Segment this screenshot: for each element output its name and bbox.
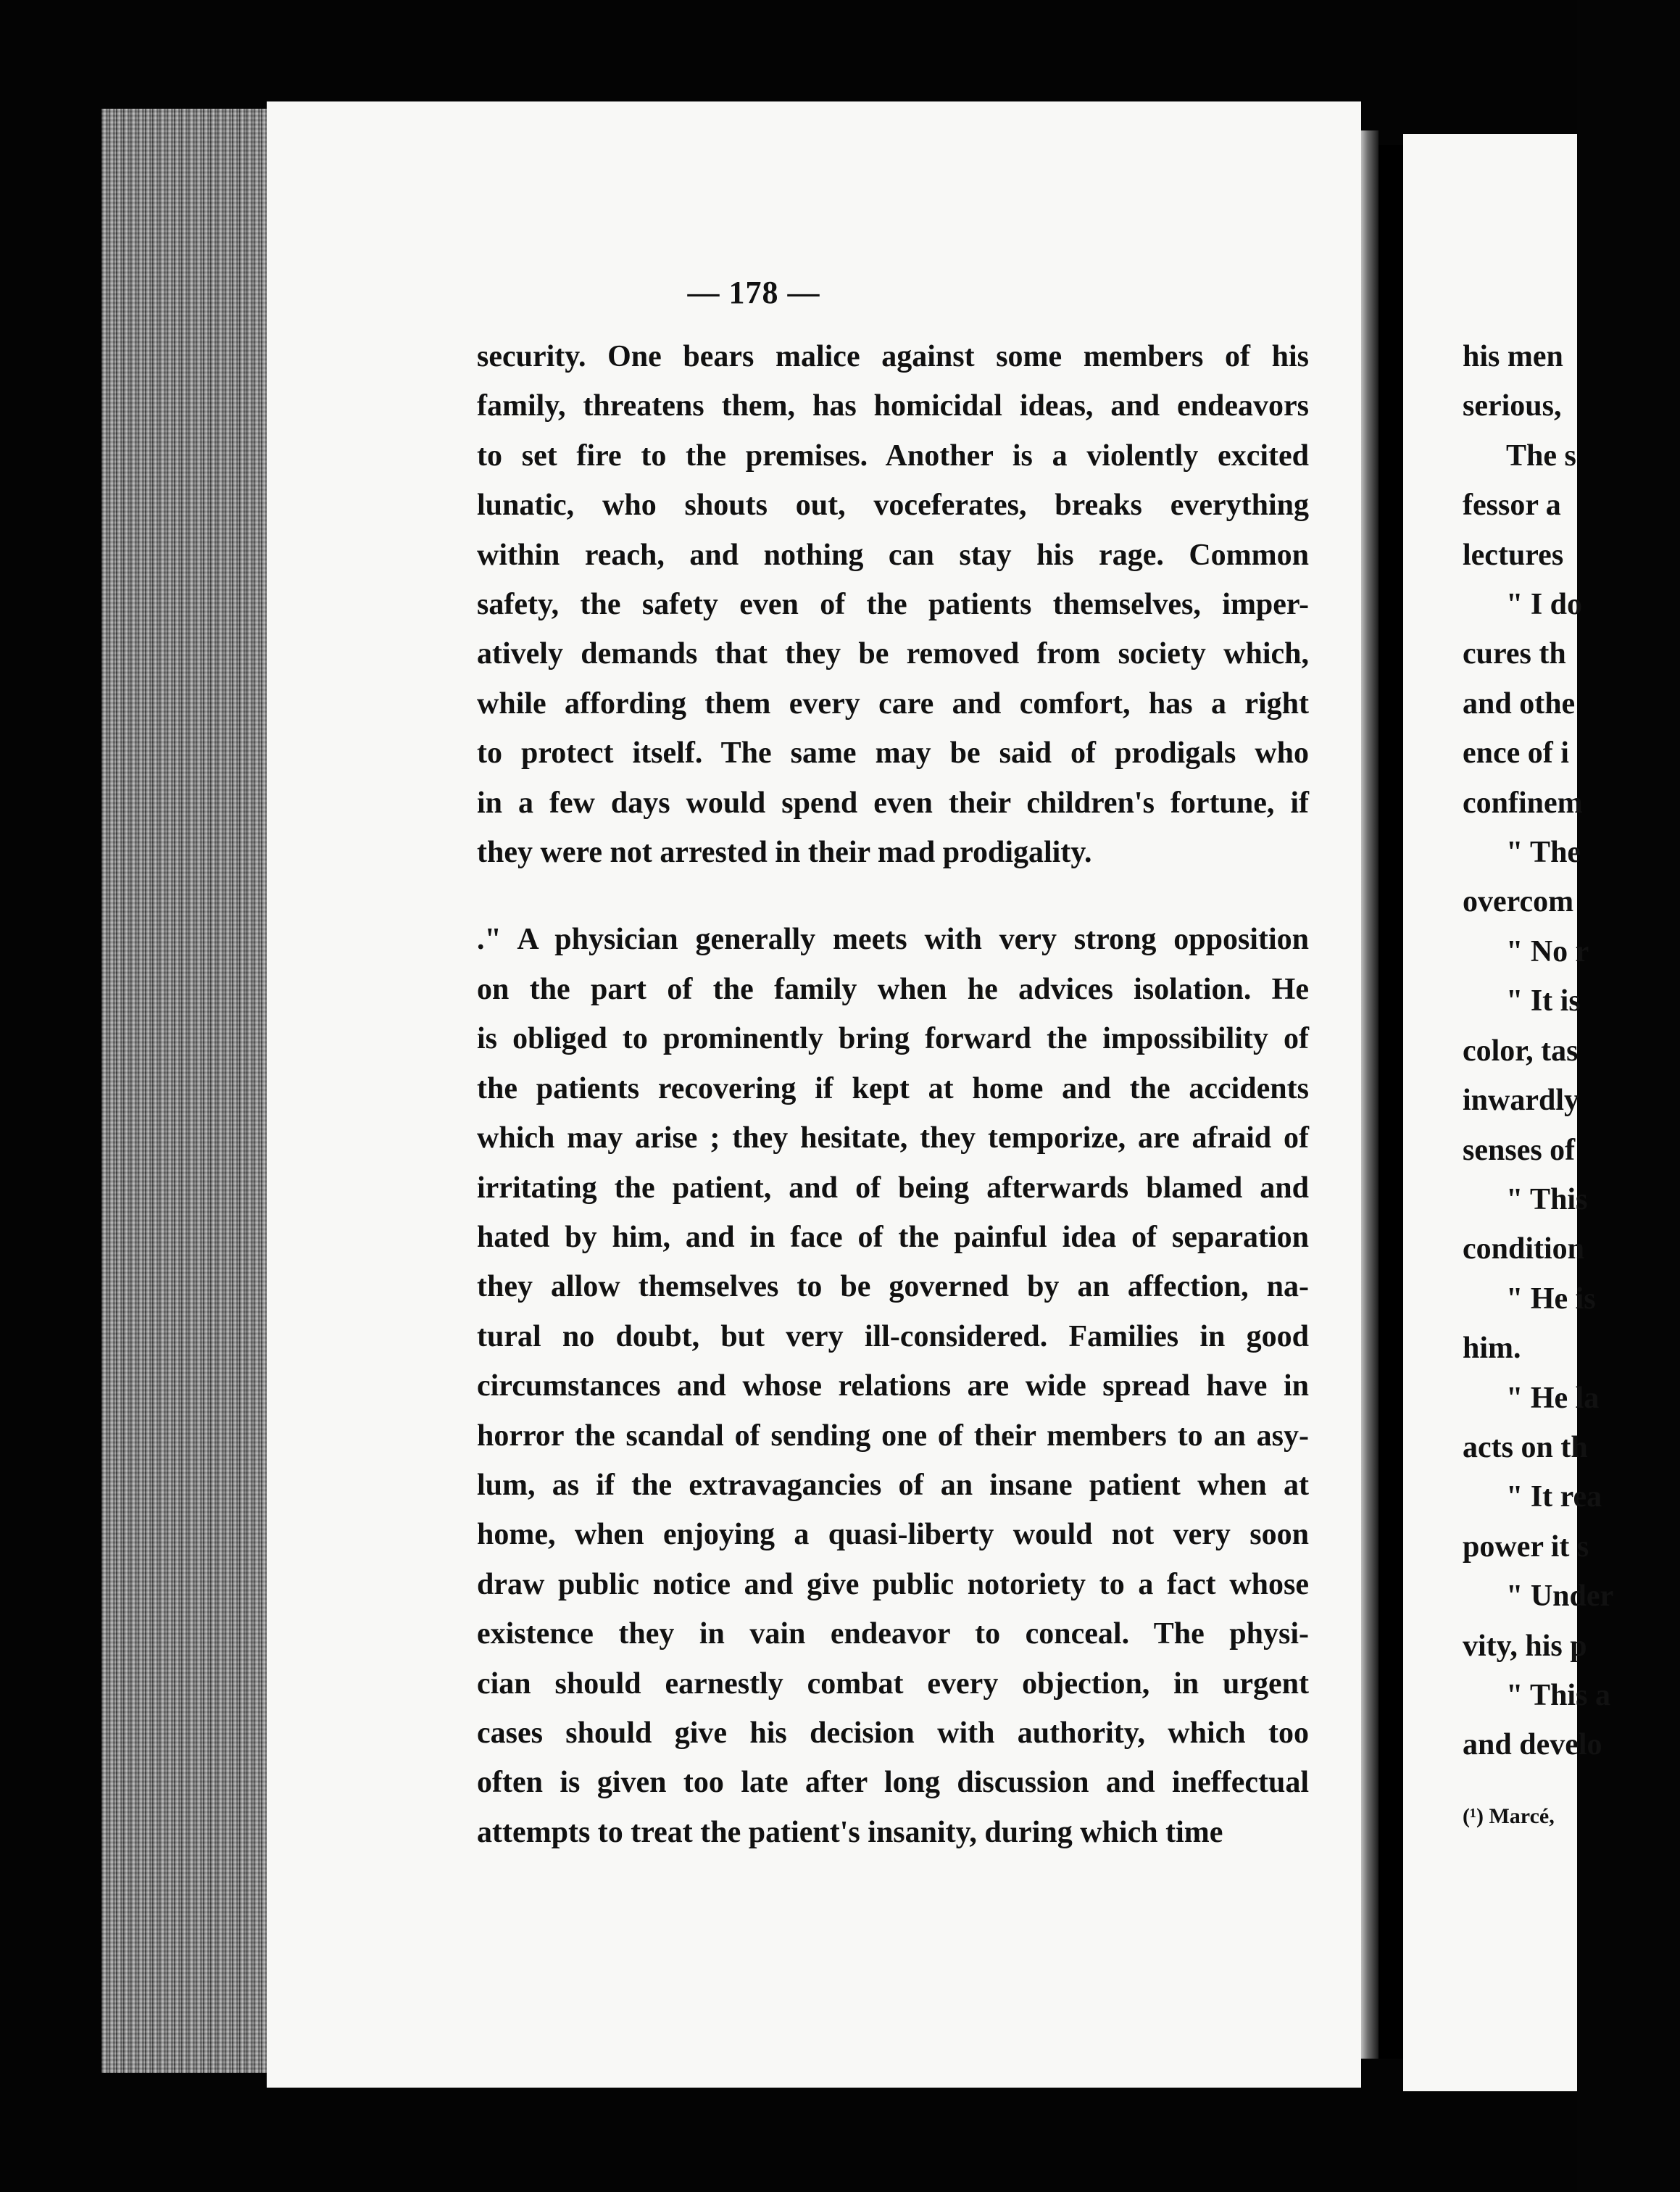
- paragraph-1-line: safety, the safety even of the patients themselves, imper-: [477, 588, 1309, 622]
- right-page-line: " This: [1506, 1182, 1588, 1216]
- paragraph-2-line: the patients recovering if kept at home and the accidents: [477, 1071, 1309, 1105]
- paragraph-2-line: hated by him, and in face of the painful idea of separation: [477, 1220, 1309, 1254]
- paragraph-2: [477, 915, 1309, 1857]
- right-page-line: serious,: [1463, 389, 1562, 423]
- paragraph-gap: [477, 877, 1309, 915]
- right-page-line: color, tas: [1463, 1034, 1579, 1068]
- right-page-line: condition: [1463, 1232, 1585, 1266]
- paragraph-2-line: cases should give his decision with authority, which too: [477, 1716, 1309, 1750]
- right-page-line: ence of i: [1463, 736, 1569, 771]
- page-edge-stack: [101, 109, 268, 2073]
- right-page-line: cures th: [1463, 637, 1566, 671]
- paragraph-2-line: they allow themselves to be governed by an affection, na-: [477, 1270, 1309, 1304]
- right-page-line: " This a: [1506, 1678, 1610, 1712]
- paragraph-2-line: home, when enjoying a quasi-liberty would not very soon: [477, 1518, 1309, 1552]
- paragraph-2-line: tural no doubt, but very ill-considered. Families in good: [477, 1319, 1309, 1353]
- right-page-line: senses of: [1463, 1133, 1576, 1167]
- right-page-line: overcom: [1463, 885, 1574, 919]
- paragraph-1-line: to protect itself. The same may be said of prodigals who: [477, 736, 1309, 771]
- right-page-line: and othe: [1463, 686, 1576, 721]
- paragraph-1-line: lunatic, who shouts out, voceferates, breaks everything: [477, 489, 1309, 523]
- right-page-line: lectures: [1463, 538, 1564, 572]
- book-gutter: [1378, 145, 1403, 2059]
- paragraph-2-line: draw public notice and give public notoriety to a fact whose: [477, 1567, 1309, 1601]
- paragraph-1-line: in a few days would spend even their children's fortune, if: [477, 786, 1309, 820]
- right-page-line: " It is: [1506, 984, 1581, 1018]
- paragraph-2-line: on the part of the family when he advices isolation. He: [477, 972, 1309, 1006]
- right-page-footnote: (¹) Marcé,: [1463, 1803, 1555, 1828]
- paragraph-1-line: security. One bears malice against some members of his: [477, 340, 1309, 373]
- paragraph-2-line: is obliged to prominently bring forward the impossibility of: [477, 1022, 1309, 1056]
- paragraph-2-line: attempts to treat the patient's insanity, during which time: [477, 1815, 1223, 1849]
- right-page-text: [1463, 332, 1680, 1841]
- paragraph-1-line: atively demands that they be removed from society which,: [477, 637, 1309, 671]
- right-page-line: fessor a: [1463, 489, 1561, 523]
- right-page-line: " He is: [1506, 1282, 1596, 1316]
- right-page-line: his men: [1463, 340, 1563, 373]
- paragraph-2-line: ." A physician generally meets with very strong opposition: [477, 923, 1309, 957]
- right-page-line: acts on th: [1463, 1430, 1588, 1464]
- right-page-line: confinem: [1463, 786, 1583, 820]
- right-page-line: " No r: [1506, 934, 1589, 968]
- right-page-line: " I do: [1506, 588, 1583, 622]
- left-page-text: [477, 332, 1309, 1857]
- paragraph-1: [477, 332, 1309, 877]
- right-page-line: " The: [1506, 836, 1581, 870]
- book-gutter-shadow: [1361, 130, 1378, 2059]
- right-page-line: " It rea: [1506, 1480, 1602, 1514]
- right-page-line: vity, his p: [1463, 1629, 1587, 1663]
- paragraph-2-line: irritating the patient, and of being afterwards blamed and: [477, 1171, 1309, 1205]
- paragraph-1-line: to set fire to the premises. Another is a violently excited: [477, 439, 1309, 473]
- paragraph-1-line: they were not arrested in their mad prodigality.: [477, 836, 1092, 870]
- right-page-line: power it s: [1463, 1529, 1589, 1564]
- right-page-line: him.: [1463, 1332, 1521, 1366]
- paragraph-2-line: often is given too late after long discussion and ineffectual: [477, 1766, 1309, 1800]
- right-page-line: inwardly: [1463, 1084, 1580, 1118]
- paragraph-1-line: while affording them every care and comfort, has a right: [477, 686, 1309, 721]
- paragraph-2-line: lum, as if the extravagancies of an insane patient when at: [477, 1468, 1309, 1502]
- paragraph-1-line: family, threatens them, has homicidal ideas, and endeavors: [477, 389, 1309, 423]
- paragraph-1-line: within reach, and nothing can stay his rage. Common: [477, 538, 1309, 572]
- right-page-line: " Under: [1506, 1579, 1614, 1614]
- paragraph-2-line: horror the scandal of sending one of their members to an asy-: [477, 1419, 1309, 1453]
- page-number: — 178 —: [687, 275, 820, 310]
- paragraph-2-line: which may arise ; they hesitate, they temporize, are afraid of: [477, 1121, 1309, 1155]
- right-page-line: " He la: [1506, 1381, 1600, 1415]
- paragraph-2-line: cian should earnestly combat every objection, in urgent: [477, 1666, 1309, 1701]
- paragraph-2-line: existence they in vain endeavor to conceal. The physi-: [477, 1617, 1309, 1651]
- paragraph-2-line: circumstances and whose relations are wide spread have in: [477, 1369, 1309, 1403]
- right-page-line: The s: [1506, 439, 1576, 473]
- right-page-line: and develo: [1463, 1728, 1602, 1762]
